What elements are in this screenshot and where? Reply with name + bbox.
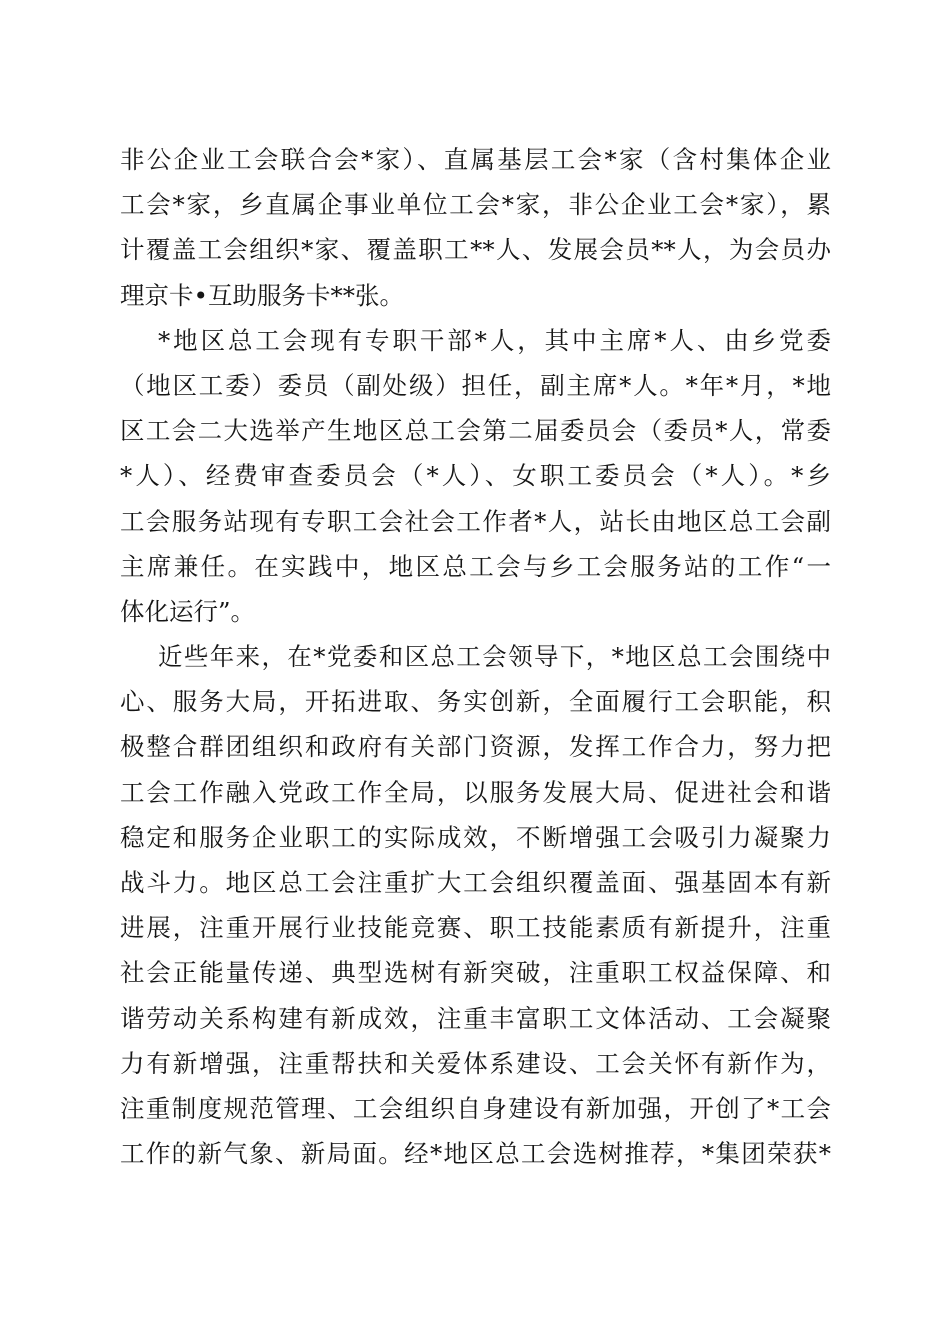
text-line: 极整合群团组织和政府有关部门资源，发挥工作合力，努力把: [120, 732, 831, 762]
text-line: 进展，注重开展行业技能竞赛、职工技能素质有新提升，注重: [120, 913, 831, 943]
text-line: *人）、经费审查委员会（*人）、女职工委员会（*人）。*乡: [120, 461, 831, 491]
text-line: 工会服务站现有专职工会社会工作者*人，站长由地区总工会副: [120, 506, 831, 536]
text-line: 体化运行”。: [120, 596, 256, 626]
text-line: 注重制度规范管理、工会组织自身建设有新加强，开创了*工会: [120, 1093, 831, 1123]
text-line: 工会*家，乡直属企事业单位工会*家，非公企业工会*家），累: [120, 190, 831, 220]
text-line: 计覆盖工会组织*家、覆盖职工**人、发展会员**人，为会员办: [120, 235, 831, 265]
paragraph-1: [120, 137, 831, 318]
text-line: 近些年来，在*党委和区总工会领导下，*地区总工会围绕中: [158, 642, 831, 672]
paragraph-3: [120, 634, 831, 1176]
text-line: 力有新增强，注重帮扶和关爱体系建设、工会关怀有新作为，: [120, 1048, 831, 1078]
paragraph-2: [120, 318, 831, 634]
text-line: 非公企业工会联合会*家）、直属基层工会*家（含村集体企业: [120, 145, 831, 174]
text-line: （地区工委）委员（副处级）担任，副主席*人。*年*月，*地: [120, 370, 831, 400]
text-line: 主席兼任。在实践中，地区总工会与乡工会服务站的工作“一: [120, 551, 831, 581]
text-line: 谐劳动关系构建有新成效，注重丰富职工文体活动、工会凝聚: [120, 1003, 831, 1033]
text-line: 社会正能量传递、典型选树有新突破，注重职工权益保障、和: [120, 958, 831, 988]
text-line: 心、服务大局，开拓进取、务实创新，全面履行工会职能，积: [120, 687, 831, 717]
text-line: *地区总工会现有专职干部*人，其中主席*人、由乡党委: [158, 325, 831, 355]
text-line: 稳定和服务企业职工的实际成效，不断增强工会吸引力凝聚力: [120, 822, 831, 852]
text-line: 战斗力。地区总工会注重扩大工会组织覆盖面、强基固本有新: [120, 868, 831, 897]
text-line: 区工会二大选举产生地区总工会第二届委员会（委员*人，常委: [120, 416, 831, 446]
text-line: 工会工作融入党政工作全局，以服务发展大局、促进社会和谐: [120, 777, 831, 807]
text-line: 理京卡•互助服务卡**张。: [120, 280, 404, 310]
text-line: 工作的新气象、新局面。经*地区总工会选树推荐，*集团荣获*: [120, 1139, 831, 1169]
document-body: [120, 137, 831, 1176]
